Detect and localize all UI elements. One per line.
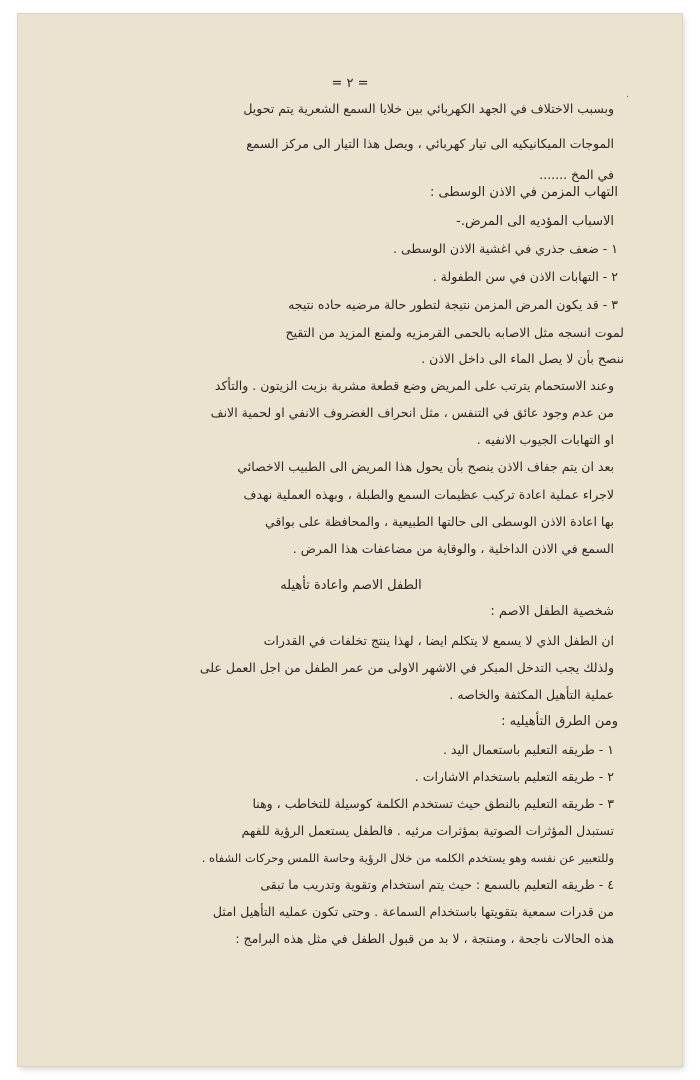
paragraph3-line: لاجراء عملية اعادة تركيب عظيمات السمع والطبلة ، وبهذه العملية نهدف	[243, 487, 614, 502]
method-item-continued: وللتعبير عن نفسه وهو يستخدم الكلمه من خلال الرؤية وحاسة اللمس وحركات الشفاه .	[201, 851, 614, 865]
paragraph2-line: وعند الاستحمام يترتب على المريض وضع قطعة مشربة بزيت الزيتون . والتأكد	[214, 378, 614, 393]
method-item: ٢ - طريقه التعليم باستخدام الاشارات .	[414, 769, 614, 784]
paragraph4-line: عملية التأهيل المكثفة والخاصه .	[449, 687, 614, 702]
cause-item: ٣ - قد يكون المرض المزمن نتيجة لتطور حالة مرضيه حاده نتيجه	[288, 297, 618, 312]
cause-item-continued: لموت انسجه مثل الاصابه بالحمى القرمزيه ولمنع المزيد من التقيح	[285, 325, 624, 340]
method-item: ٣ - طريقه التعليم بالنطق حيث تستخدم الكلمة كوسيلة للتخاطب ، وهنا	[252, 796, 614, 811]
paragraph2-line: او التهابات الجيوب الانفيه .	[476, 432, 614, 447]
methods-title: ومن الطرق التأهيليه :	[501, 714, 618, 729]
personality-title: شخصية الطفل الاصم :	[490, 604, 614, 619]
paragraph3-line: السمع في الاذن الداخلية ، والوقاية من مضاعفات هذا المرض .	[292, 541, 614, 556]
cause-item: ٢ - التهابات الاذن في سن الطفولة .	[432, 269, 618, 284]
margin-mark: ·	[626, 92, 630, 103]
paragraph1-line: في المخ .......	[539, 167, 614, 182]
section2-title: الطفل الاصم واعادة تأهيله	[280, 578, 422, 593]
section1-title: التهاب المزمن في الاذن الوسطى :	[430, 185, 618, 200]
paragraph2-line: من عدم وجود عائق في التنفس ، مثل انحراف الغضروف الانفي او لحمية الانف	[210, 405, 614, 420]
paragraph1-line: الموجات الميكانيكيه الى تيار كهربائي ، ويصل هذا التيار الى مركز السمع	[246, 136, 614, 151]
method-item-continued: هذه الحالات ناجحة ، ومنتجة ، لا بد من قبول الطفل في مثل هذه البرامج :	[235, 931, 614, 946]
page-number: = ٢ =	[331, 76, 369, 91]
paragraph4-line: ولذلك يجب التدخل المبكر في الاشهر الاولى من عمر الطفل من اجل العمل على	[199, 660, 614, 675]
method-item-continued: من قدرات سمعية بتقويتها باستخدام السماعة . وحتى تكون عمليه التأهيل امثل	[212, 904, 614, 919]
method-item: ٤ - طريقه التعليم بالسمع : حيث يتم استخدام وتقوية وتدريب ما تبقى	[260, 877, 614, 892]
cause-item-continued: ننصح بأن لا يصل الماء الى داخل الاذن .	[421, 351, 624, 366]
causes-title: الاسباب المؤديه الى المرض.-	[456, 214, 614, 229]
method-item: ١ - طريقه التعليم باستعمال اليد .	[442, 742, 614, 757]
cause-item: ١ - ضعف جذري في اغشية الاذن الوسطى .	[393, 241, 618, 256]
paragraph4-line: ان الطفل الذي لا يسمع لا يتكلم ايضا ، لهذا ينتج تخلفات في القدرات	[263, 633, 614, 648]
paragraph1-line: وبسبب الاختلاف في الجهد الكهربائي بين خلايا السمع الشعرية يتم تحويل	[243, 101, 614, 116]
paragraph3-line: بها اعادة الاذن الوسطى الى حالتها الطبيعية ، والمحافظة على بواقي	[264, 514, 614, 529]
paragraph3-line: بعد ان يتم جفاف الاذن ينصح بأن يحول هذا المريض الى الطبيب الاخصائي	[237, 459, 614, 474]
method-item-continued: تستبدل المؤثرات الصوتية بمؤثرات مرئيه . فالطفل يستعمل الرؤية للفهم	[241, 823, 614, 838]
